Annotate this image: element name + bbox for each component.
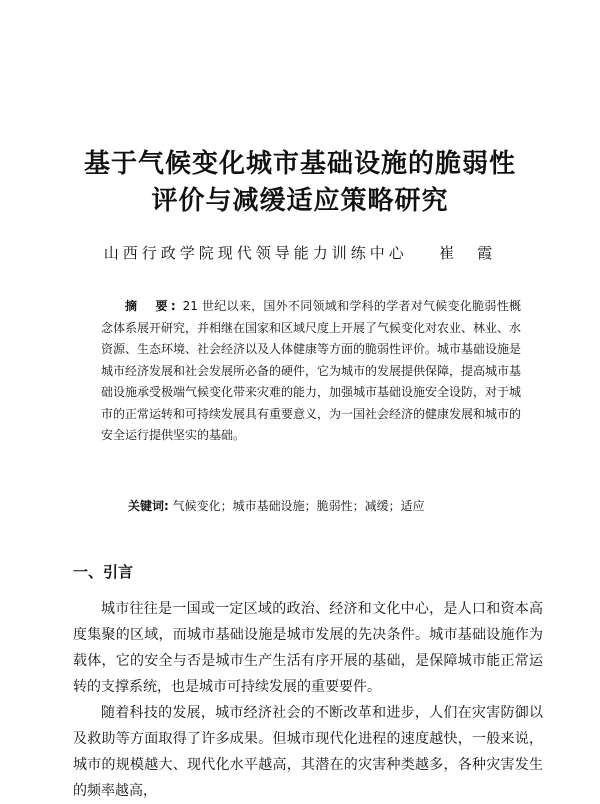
author-name: 崔 霞 xyxy=(439,244,497,262)
abstract xyxy=(101,296,521,447)
keywords-text: 气候变化；城市基础设施；脆弱性；减缓；适应 xyxy=(172,499,425,513)
abstract-label: 摘 要: xyxy=(125,299,179,313)
paper-title-line-2: 评价与减缓适应策略研究 xyxy=(151,186,449,216)
affiliation: 山西行政学院现代领导能力训练中心 xyxy=(103,244,408,262)
keywords xyxy=(128,497,528,514)
keywords-label: 关键词: xyxy=(128,499,169,513)
author-line xyxy=(0,242,600,263)
section-heading: 一、引言 xyxy=(73,563,134,581)
body-text xyxy=(73,596,543,804)
body-paragraph: 城市往往是一国或一定区域的政治、经济和文化中心，是人口和资本高度集聚的区域，而城市基础设施是城市发展的先决条件。城市基础设施作为载体，它的安全与否是城市生产生活有序开展的基础，是保障城市能正常运转的支撑系统，也是城市可持续发展的重要要件。 xyxy=(73,601,543,695)
paper-title-line-1: 基于气候变化城市基础设施的脆弱性 xyxy=(83,149,516,179)
body-paragraph: 随着科技的发展，城市经济社会的不断改革和进步，人们在灾害防御以及救助等方面取得了许多成果。但城市现代化进程的速度越快，一般来说，城市的规模越大、现代化水平越高，其潜在的灾害种类越多，各种灾害发生的频率越高， xyxy=(73,705,543,799)
abstract-text: 21 世纪以来，国外不同领域和学科的学者对气候变化脆弱性概念体系展开研究，并相继在国家和区域尺度上开展了气候变化对农业、林业、水资源、生态环境、社会经济以及人体健康等方面的脆弱性评价。城市基础设施是城市经济发展和社会发展所必备的硬件，它为城市的发展提供保障，提高城市基础设施承受极端气候变化带来灾难的能力，加强城市基础设施安全设防，对于城市的正常运转和可持续发展具有重要意义，为一国社会经济的健康发展和城市的安全运行提供坚实的基础。 xyxy=(101,299,522,442)
